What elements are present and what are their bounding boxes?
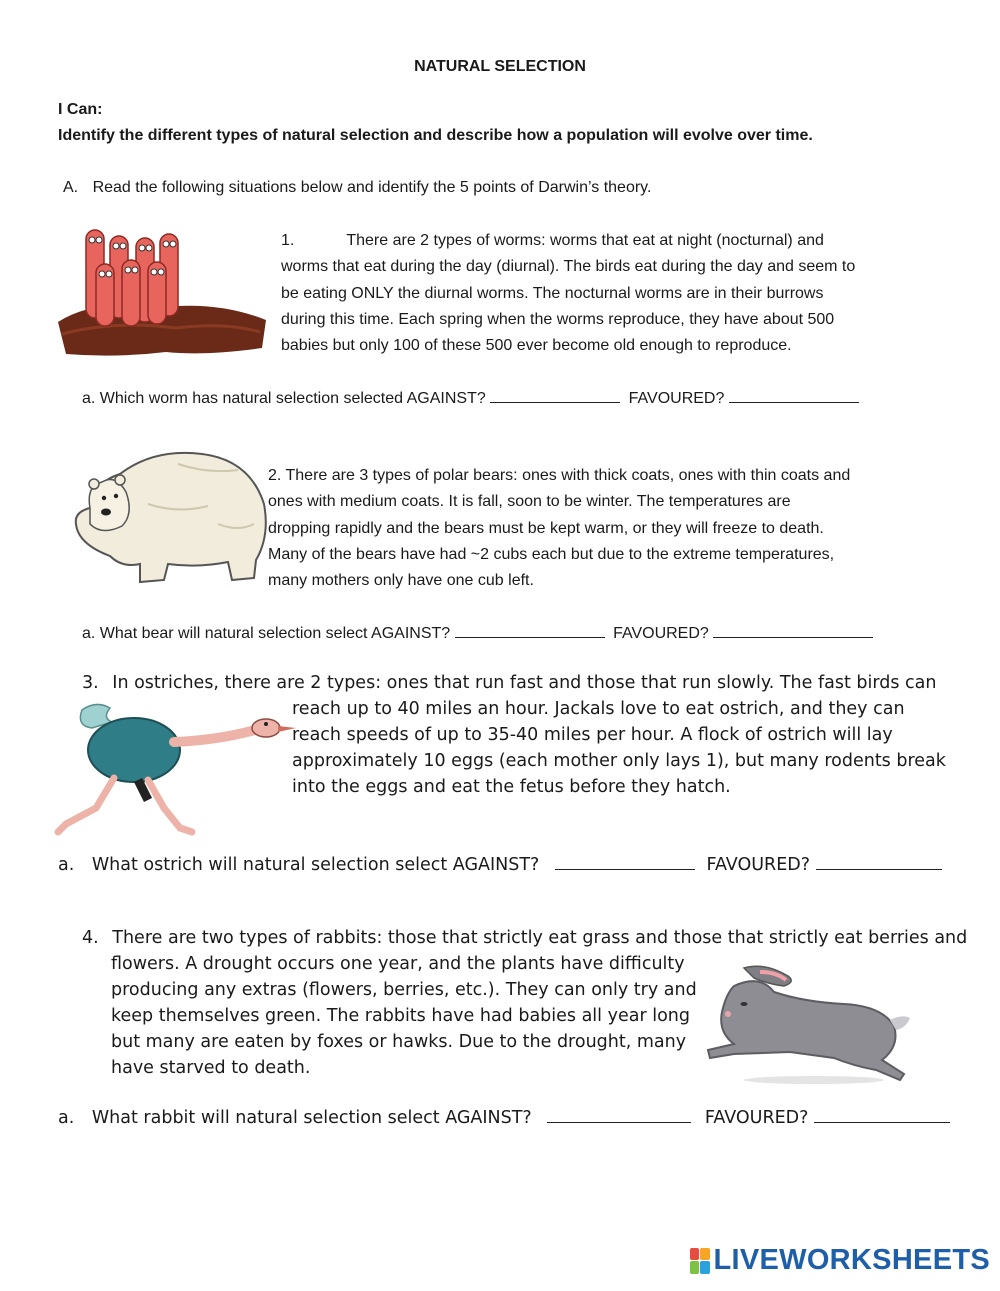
question-1-line: worms that eat during the day (diurnal). The birds eat during the day and seem to	[281, 258, 856, 276]
question-2-line: many mothers only have one cub left.	[268, 572, 534, 590]
question-4-line: There are two types of rabbits: those that strictly eat grass and those that strictly eat berries and	[112, 928, 968, 948]
answer-prompt: a. Which worm has natural selection selected AGAINST?	[82, 390, 486, 407]
question-1-line: be eating ONLY the diurnal worms. The nocturnal worms are in their burrows	[281, 284, 824, 302]
answer-prompt: a. What bear will natural selection select AGAINST?	[82, 625, 451, 642]
question-2-line: Many of the bears have had ~2 cubs each but due to the extreme temperatures,	[268, 545, 835, 563]
page-title: NATURAL SELECTION	[414, 58, 586, 75]
question-4-answer-row	[58, 1108, 950, 1128]
section-a-label: A.	[63, 179, 79, 196]
favoured-label: FAVOURED?	[706, 855, 811, 875]
favoured-answer-field[interactable]	[816, 855, 942, 870]
question-3-line: reach speeds of up to 35-40 miles per hour. A flock of ostrich will lay	[292, 725, 893, 745]
learning-objective: Identify the different types of natural selection and describe how a population will evolve over time.	[58, 127, 813, 144]
against-answer-field[interactable]	[490, 388, 620, 403]
question-1-line: during this time. Each spring when the worms reproduce, they have about 500	[281, 310, 835, 328]
question-4-line: flowers. A drought occurs one year, and the plants have difficulty	[111, 954, 685, 974]
rabbit-illustration-icon	[704, 962, 918, 1086]
favoured-label: FAVOURED?	[628, 390, 725, 407]
question-3-first-line	[82, 670, 936, 696]
answer-label: a.	[58, 1108, 75, 1128]
logo-text: LIVEWORKSHEETS	[713, 1244, 990, 1276]
question-3-line: reach up to 40 miles an hour. Jackals love to eat ostrich, and they can	[292, 699, 905, 719]
question-1-line: babies but only 100 of these 500 ever become old enough to reproduce.	[281, 337, 792, 355]
favoured-answer-field[interactable]	[729, 388, 859, 403]
question-3-line: approximately 10 eggs (each mother only lays 1), but many rodents break	[292, 751, 946, 771]
favoured-answer-field[interactable]	[713, 623, 873, 638]
question-3-line: into the eggs and eat the fetus before they hatch.	[292, 777, 731, 797]
favoured-label: FAVOURED?	[613, 625, 709, 642]
question-4-line: have starved to death.	[111, 1058, 311, 1078]
question-4-line: producing any extras (flowers, berries, etc.). They can only try and	[111, 980, 697, 1000]
question-3-text	[292, 696, 946, 800]
answer-prompt: What rabbit will natural selection select AGAINST?	[91, 1108, 532, 1128]
liveworksheets-logo-icon	[690, 1248, 710, 1274]
liveworksheets-logo[interactable]	[690, 1244, 991, 1277]
against-answer-field[interactable]	[547, 1108, 691, 1123]
question-1-first-line	[281, 228, 941, 254]
question-1-text	[281, 228, 941, 359]
question-2-line: ones with medium coats. It is fall, soon to be winter. The temperatures are	[268, 493, 791, 511]
answer-label: a.	[58, 855, 75, 875]
question-1-number: 1.	[281, 232, 295, 249]
ostrich-illustration-icon	[52, 700, 298, 842]
i-can-heading: I Can:	[58, 101, 103, 118]
favoured-label: FAVOURED?	[704, 1108, 809, 1128]
question-1-line: There are 2 types of worms: worms that eat at night (nocturnal) and	[346, 232, 824, 249]
question-3-number: 3.	[82, 673, 99, 693]
favoured-answer-field[interactable]	[814, 1108, 950, 1123]
section-a-instruction	[63, 179, 651, 197]
question-4-line: but many are eaten by foxes or hawks. Due to the drought, many	[111, 1032, 687, 1052]
question-2-text	[268, 463, 948, 594]
against-answer-field[interactable]	[455, 623, 605, 638]
question-4-text	[111, 951, 697, 1081]
question-1-answer-row	[82, 388, 859, 408]
question-2-line: dropping rapidly and the bears must be kept warm, or they will freeze to death.	[268, 519, 824, 537]
worms-illustration-icon	[56, 224, 268, 358]
question-4-number: 4.	[82, 928, 99, 948]
polar-bear-illustration-icon	[68, 444, 270, 586]
question-4-first-line	[82, 925, 967, 951]
question-2-line: 2. There are 3 types of polar bears: ones with thick coats, ones with thin coats and	[268, 467, 851, 484]
section-a-text: Read the following situations below and identify the 5 points of Darwin’s theory.	[92, 179, 652, 196]
question-3-line: In ostriches, there are 2 types: ones that run fast and those that run slowly. The fast birds can	[112, 673, 937, 693]
question-3-answer-row	[58, 855, 942, 875]
against-answer-field[interactable]	[555, 855, 695, 870]
answer-prompt: What ostrich will natural selection select AGAINST?	[91, 855, 540, 875]
question-2-answer-row	[82, 623, 873, 643]
question-4-line: keep themselves green. The rabbits have had babies all year long	[111, 1006, 690, 1026]
